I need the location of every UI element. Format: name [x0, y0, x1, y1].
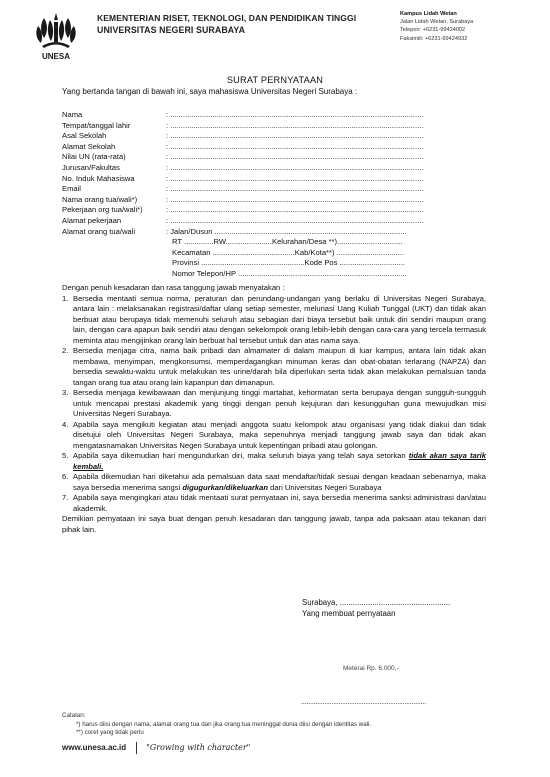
address-value: RT ..............RW......................Kelurahan/Desa **)............................... — [172, 237, 403, 247]
item-number: 7. — [62, 493, 69, 502]
field-label: Jurusan/Fakultas — [62, 162, 120, 172]
logo-text: UNESA — [41, 52, 71, 61]
address-value: Kecamatan .......................................Kab/Kota**) ................................ — [172, 247, 405, 257]
item-number: 2. — [62, 346, 69, 355]
item-number: 6. — [62, 472, 69, 481]
intro-text: Yang bertanda tangan di bawah ini, saya mahasiswa Universitas Negeri Surabaya : — [62, 87, 358, 96]
field-value: : ........................................................................................................................ — [166, 194, 424, 204]
campus-address: Jalan Lidah Wetan, Surabaya — [400, 19, 474, 26]
field-value: : ........................................................................................................................ — [166, 162, 424, 172]
campus-phone: Telepon: +6231-99424002 — [400, 27, 466, 34]
page-footer — [62, 742, 250, 754]
signer-label: Yang membuat pernyataan — [302, 608, 396, 618]
website-link[interactable]: www.unesa.ac.id — [62, 743, 127, 753]
address-value: Provinsi .................................................Kode Pos ............................... — [172, 258, 405, 268]
notes-block — [62, 712, 371, 738]
item-emphasis: tidak akan saya tarik kembali. — [73, 451, 486, 471]
field-value: : ........................................................................................................................ — [166, 205, 424, 215]
item-text: Apabila saya mengingkari atau tidak mentaati surat pernyataan ini, saya bersedia menerima sanksi administrasi dan/atau akademik. — [73, 493, 486, 513]
ministry-name: KEMENTERIAN RISET, TEKNOLOGI, DAN PENDIDIKAN TINGGI — [97, 13, 357, 23]
field-value: : Jalan/Dusun ........................................................................................... — [166, 226, 407, 236]
item-text: Bersedia menjaga citra, nama baik pribadi dan almamater di dalam maupun di luar kampus, antara lain tidak akan membawa, menyimpan, mengkonsumsi, memperdagangkan minuman keras dan obat-obatan terlarang (NAPZA) dan bersedia sewaktu-waktu untuk melakukan tes urine/darah bila diperlukan serta tidak akan melakukan pemalsuan tanda tangan orang tua atau orang lain kapanpun dan dimanapun. — [73, 346, 486, 387]
item-number: 4. — [62, 419, 69, 429]
campus-contact — [400, 10, 473, 43]
field-label: Tempat/tanggal lahir — [62, 120, 131, 130]
field-value: : ........................................................................................................................ — [166, 152, 424, 162]
notes-label: Catatan: — [62, 712, 86, 719]
list-item — [62, 493, 486, 514]
list-item — [62, 294, 486, 347]
field-value: : ........................................................................................................................ — [166, 184, 424, 194]
footer-divider — [136, 742, 137, 754]
institution-block — [97, 12, 356, 36]
item-number: 3. — [62, 388, 69, 397]
list-item — [62, 420, 486, 452]
field-value: : ........................................................................................................................ — [166, 110, 424, 119]
place-date: Surabaya, ................................................... — [302, 598, 451, 607]
item-text: Apabila saya dikemudian hari mengundurkan diri, maka seluruh biaya yang telah saya setorkan — [73, 451, 406, 460]
field-label: Alamat Sekolah — [62, 141, 116, 151]
item-number: 5. — [62, 451, 69, 460]
list-item — [62, 346, 486, 388]
list-item — [62, 388, 486, 420]
field-value: : ........................................................................................................................ — [166, 120, 424, 130]
field-label: Alamat orang tua/wali — [62, 226, 136, 236]
closing-text: Demikian pernyataan ini saya buat dengan penuh kesadaran dan tanggung jawab, tanpa ada paksaan atau tekanan dari pihak lain. — [62, 514, 486, 534]
item-number: 1. — [62, 293, 69, 303]
address-value: Nomor Telepon/HP ................................................................................ — [172, 268, 407, 278]
field-value: : ........................................................................................................................ — [166, 215, 424, 225]
field-label: Asal Sekolah — [62, 131, 107, 141]
field-value: : ........................................................................................................................ — [166, 173, 424, 183]
document-title: SURAT PERNYATAAN — [226, 75, 324, 85]
item-text: Apabila dikemudian hari diketahui ada pemalsuan data saat mendaftar/tidak sesuai dengan keadaan sebenarnya, maka saya bersedia menerima sangsi — [73, 472, 486, 492]
stamp-label: Meterai Rp. 6.000,- — [343, 665, 399, 672]
item-text: Bersedia menjaga kewibawaan dan menjunjung tinggi martabat, kehormatan serta berupaya dengan sungguh-sungguh untuk mencapai prestasi akademik yang tinggi dengan penuh kejujuran dan kesungguhan guna mewujudkan misi Universitas Negeri Surabaya. — [73, 388, 486, 418]
statement-list — [62, 294, 486, 515]
statement-body — [62, 283, 486, 535]
field-value: : ........................................................................................................................ — [166, 131, 424, 141]
university-name: UNIVERSITAS NEGERI SURABAYA — [97, 25, 246, 35]
list-item — [62, 451, 486, 472]
item-text: Apabila saya mengikuti kegiatan atau menjadi anggota suatu kelompok atau organisasi yang tidak diakui dan tidak disetujui oleh Universitas Negeri Surabaya, maka sepenuhnya menjadi tanggung jawab saya dan tidak akan mengatasnamakan Universitas Negeri Surabaya untuk kepentingan pribadi atau golongan. — [73, 419, 486, 450]
note-1: *) harus diisi dengan nama, alamat orang tua dan jika orang tua meninggal dunia diisi dengan identitas wali. — [76, 720, 372, 728]
field-label: Alamat pekerjaan — [62, 215, 122, 225]
campus-title: Kampus Lidah Wetan — [400, 11, 457, 17]
field-label: Nilai UN (rata-rata) — [62, 152, 126, 162]
note-2: **) coret yang tidak perlu — [76, 729, 144, 737]
item-emphasis: digugurkan/dikeluarkan — [182, 482, 268, 492]
unesa-logo-icon — [30, 10, 82, 62]
item-text: Bersedia mentaati semua norma, peraturan dan perundang-undangan yang berlaku di Universitas Negeri Surabaya, antara lain : melaksanakan registrasi/daftar ulang setiap semester, melunasi Uang Kuliah Tunggal (UKT) dan tidak akan berbuat atau berupaya tidak memenuhi seluruh atau sebagian dari biaya tersebut baik untuk diri sendiri maupun orang lain, dengan cara apapun baik sendiri atau dengan sekelompok orang lebih-lebih dengan cara-cara yang tercela termasuk meminta atau mengijinkan orang lain berbuat hal tersebut untuk dan atas nama saya. — [73, 293, 486, 345]
campus-fax: Faksimili: +6231-99424932 — [400, 35, 468, 42]
field-label: No. Induk Mahasiswa — [62, 173, 135, 183]
signature-block — [302, 598, 450, 619]
signature-line: ...................................................................... — [301, 697, 426, 706]
field-label: Pekerjaan org tua/wali*) — [62, 205, 143, 215]
item-text-after: dari Universitas Negeri Surabaya — [268, 482, 382, 492]
list-item — [62, 472, 486, 493]
footer-tagline: "Growing with character" — [146, 743, 251, 753]
field-label: Email — [62, 184, 81, 194]
field-label: Nama orang tua/wali*) — [62, 194, 138, 204]
field-value: : ........................................................................................................................ — [166, 141, 424, 151]
field-label: Nama — [62, 110, 83, 119]
statement-lead: Dengan penuh kesadaran dan rasa tanggung jawab menyatakan : — [62, 283, 285, 292]
letterhead — [0, 0, 550, 70]
